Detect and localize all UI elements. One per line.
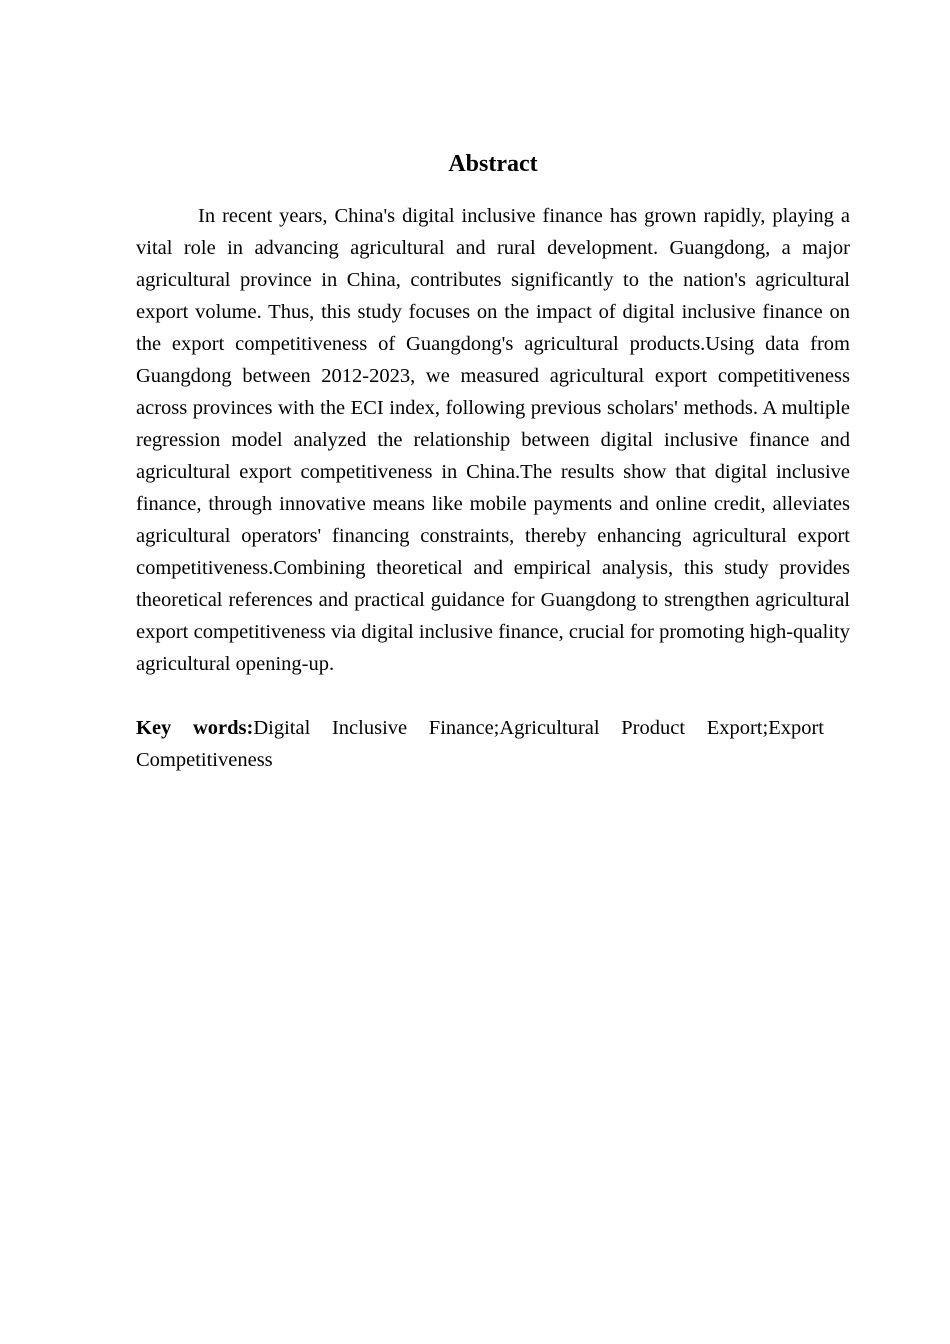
- abstract-title: Abstract: [448, 151, 538, 177]
- abstract-body: In recent years, China's digital inclusive finance has grown rapidly, playing a vital role in advancing agricultural and rural development. Guangdong, a major agricultural province in China, contributes significantly to the nation's agricultural export volume. Thus, this study focuses on the impact of digital inclusive finance on the export competitiveness of Guangdong's agricultural products.Using data from Guangdong between 2012-2023, we measured agricultural export competitiveness across provinces with the ECI index, following previous scholars' methods. A multiple regression model analyzed the relationship between digital inclusive finance and agricultural export competitiveness in China.The results show that digital inclusive finance, through innovative means like mobile payments and online credit, alleviates agricultural operators' financing constraints, thereby enhancing agricultural export competitiveness.Combining theoretical and empirical analysis, this study provides theoretical references and practical guidance for Guangdong to strengthen agricultural export competitiveness via digital inclusive finance, crucial for promoting high-quality agricultural opening-up.: [136, 205, 850, 675]
- keywords-label: Key words:: [136, 717, 254, 739]
- keywords-text: Digital Inclusive Finance;Agricultural Product Export;Export Competitiveness: [136, 717, 824, 771]
- keywords-section: [136, 712, 850, 776]
- document-page: [136, 148, 850, 776]
